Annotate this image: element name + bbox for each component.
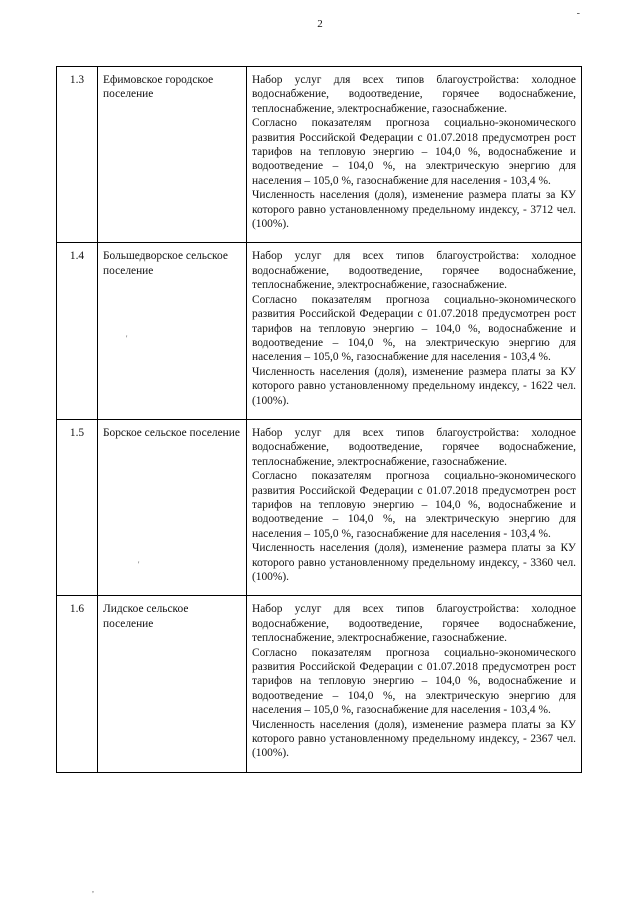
corner-mark: - xyxy=(576,8,580,19)
scan-speck: ' xyxy=(126,334,128,343)
forecast-text: Согласно показателям прогноза социально-экономического развития Российской Федерации с 01.07.2018 предусмотрен рост тарифов на тепловую энергию – 104,0 %, водоснабжение и водоотведение – 104,0 %, на электрическую энергию для населения – 105,0 %, газоснабжение для населения - 103,4 %. xyxy=(252,646,576,717)
table-row xyxy=(57,596,582,772)
population-text: Численность населения (доля), изменение размера платы за КУ которого равно установленному предельному индексу, - 3360 чел. (100%). xyxy=(252,542,576,583)
forecast-text: Согласно показателям прогноза социально-экономического развития Российской Федерации с 01.07.2018 предусмотрен рост тарифов на тепловую энергию – 104,0 %, водоснабжение и водоотведение – 104,0 %, на электрическую энергию для населения – 105,0 %, газоснабжение для населения - 103,4 %. xyxy=(252,293,576,364)
tariff-table xyxy=(56,66,582,773)
population-text: Численность населения (доля), изменение размера платы за КУ которого равно установленному предельному индексу, - 1622 чел. (100%). xyxy=(252,365,576,407)
row-description xyxy=(247,419,582,595)
row-description xyxy=(247,243,582,419)
row-number: 1.4 xyxy=(57,243,98,419)
table-row xyxy=(57,419,582,595)
row-description xyxy=(247,596,582,772)
scan-speck: , xyxy=(92,885,94,894)
services-text: Набор услуг для всех типов благоустройства: холодное водоснабжение, водоотведение, горячее водоснабжение, теплоснабжение, электроснабжение, газоснабжение. xyxy=(252,603,576,645)
services-text: Набор услуг для всех типов благоустройства: холодное водоснабжение, водоотведение, горячее водоснабжение, теплоснабжение, электроснабжение, газоснабжение. xyxy=(252,250,576,292)
row-number: 1.3 xyxy=(57,67,98,243)
row-description xyxy=(247,67,582,243)
row-number: 1.6 xyxy=(57,596,98,772)
settlement-name: Лидское сельское поселение xyxy=(98,596,247,772)
population-text: Численность населения (доля), изменение размера платы за КУ которого равно установленному предельному индексу, - 2367 чел. (100%). xyxy=(252,718,576,760)
settlement-name: Большедворское сельское поселение xyxy=(98,243,247,419)
table-row xyxy=(57,243,582,419)
forecast-text: Согласно показателям прогноза социально-экономического развития Российской Федерации с 01.07.2018 предусмотрен рост тарифов на тепловую энергию – 104,0 %, водоснабжение и водоотведение – 104,0 %, на электрическую энергию для населения – 105,0 %, газоснабжение для населения - 103,4 %. xyxy=(252,470,576,540)
table-row xyxy=(57,67,582,243)
row-number: 1.5 xyxy=(57,419,98,595)
services-text: Набор услуг для всех типов благоустройства: холодное водоснабжение, водоотведение, горячее водоснабжение, теплоснабжение, электроснабжение, газоснабжение. xyxy=(252,426,576,468)
settlement-name: Борское сельское поселение xyxy=(98,419,247,595)
population-text: Численность населения (доля), изменение размера платы за КУ которого равно установленному предельному индексу, - 3712 чел. (100%). xyxy=(252,189,576,231)
scan-speck: ' xyxy=(138,560,140,569)
page-number: 2 xyxy=(317,18,323,30)
services-text: Набор услуг для всех типов благоустройства: холодное водоснабжение, водоотведение, горячее водоснабжение, теплоснабжение, электроснабжение, газоснабжение. xyxy=(252,74,576,115)
settlement-name: Ефимовское городское поселение xyxy=(98,67,247,243)
forecast-text: Согласно показателям прогноза социально-экономического развития Российской Федерации с 01.07.2018 предусмотрен рост тарифов на тепловую энергию – 104,0 %, водоснабжение и водоотведение – 104,0 %, на электрическую энергию для населения – 105,0 %, газоснабжение для населения - 103,4 %. xyxy=(252,117,576,187)
